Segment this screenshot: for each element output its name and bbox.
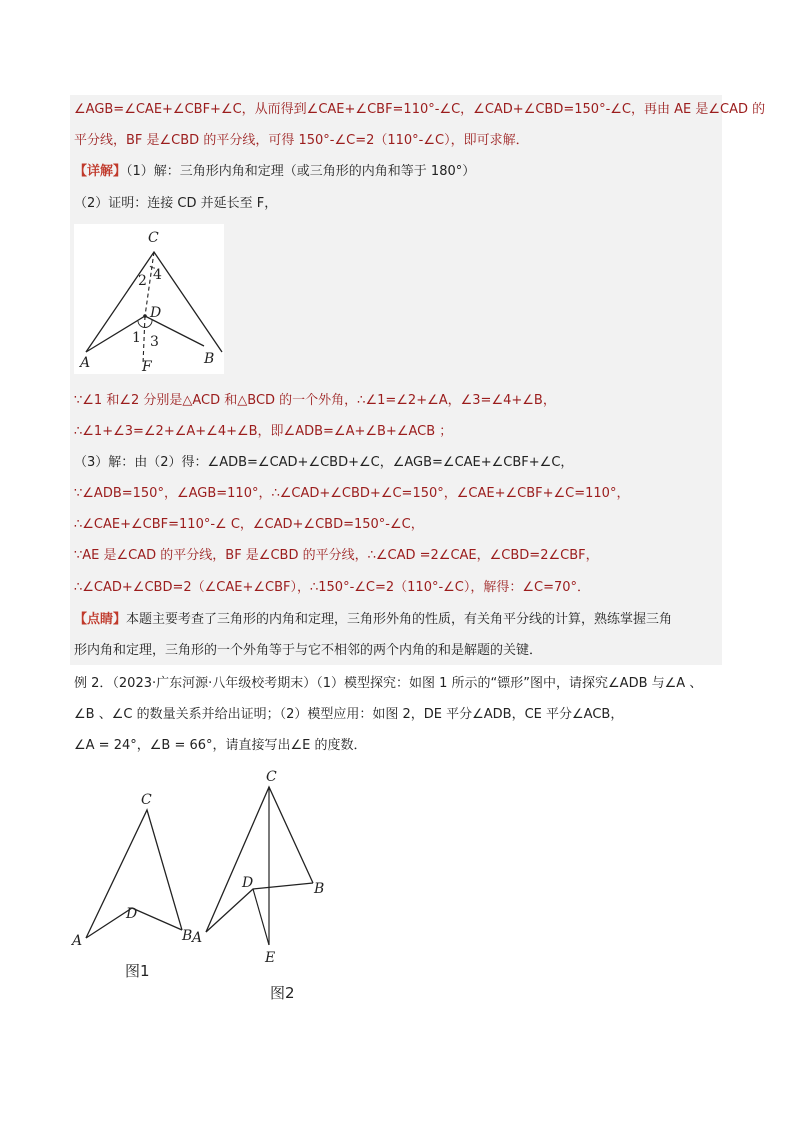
figure2-label-a: A <box>192 930 203 946</box>
angle-1-label: 1 <box>132 330 141 346</box>
figure2-label-b: B <box>314 881 325 897</box>
figure2-label-d: D <box>242 875 254 891</box>
detail-line-2: （2）证明：连接 CD 并延长至 F， <box>74 196 278 211</box>
comment-line-1 <box>74 610 672 630</box>
label-a: A <box>80 355 91 371</box>
detail-text-1: （1）解：三角形内角和定理（或三角形的内角和等于 180°） <box>126 164 476 179</box>
angle-3-label: 3 <box>150 334 159 350</box>
angle-4-label: 4 <box>153 267 162 283</box>
figure1-label-b: B <box>182 928 193 944</box>
proof-line-2: ∴∠1+∠3=∠2+∠A+∠4+∠B，即∠ADB=∠A+∠B+∠ACB ； <box>74 424 453 439</box>
figure2-label-c: C <box>266 769 277 785</box>
figure-2 <box>190 765 340 980</box>
inner-edges <box>86 316 204 352</box>
figure1-label-d: D <box>126 906 138 922</box>
angle-2-label: 2 <box>138 273 147 289</box>
figure-1 <box>60 780 210 960</box>
solution-line-2: 平分线，BF 是∠CBD 的平分线，可得 150°-∠C=2（110°-∠C），即可求解． <box>74 133 529 148</box>
comment-text-1: 本题主要考查了三角形的内角和定理，三角形外角的性质，有关角平分线的计算，熟练掌握三角 <box>126 612 673 627</box>
figure2-label-e: E <box>265 950 276 966</box>
detail-tag: 【详解】 <box>74 164 127 179</box>
figure1-caption: 图1 <box>125 962 150 980</box>
proof-line-1: ∵∠1 和∠2 分别是△ACD 和△BCD 的一个外角，∴∠1=∠2+∠A，∠3=∠4+∠B， <box>74 393 556 408</box>
label-d: D <box>150 305 162 321</box>
proof-figure <box>74 224 224 374</box>
figure2-caption: 图2 <box>270 984 295 1002</box>
part3-line-4: ∵AE 是∠CAD 的平分线，BF 是∠CBD 的平分线，∴∠CAD =2∠CAE，∠CBD=2∠CBF， <box>74 548 599 563</box>
part3-line-3: ∴∠CAE+∠CBF=110°-∠ C，∠CAD+∠CBD=150°-∠C， <box>74 517 424 532</box>
figure2-inner-edges <box>206 883 313 932</box>
comment-line-2: 形内角和定理，三角形的一个外角等于与它不相邻的两个内角的和是解题的关键． <box>74 643 543 658</box>
part3-line-2: ∵∠ADB=150°，∠AGB=110°，∴∠CAD+∠CBD+∠C=150°，∠CAE+∠CBF+∠C=110°， <box>74 486 630 501</box>
figure1-label-c: C <box>141 792 152 808</box>
part3-line-1: （3）解：由（2）得：∠ADB=∠CAD+∠CBD+∠C，∠AGB=∠CAE+∠CBF+∠C， <box>74 455 574 470</box>
comment-tag: 【点睛】 <box>74 612 127 627</box>
label-f: F <box>142 359 152 374</box>
point-d <box>143 314 147 318</box>
example-line-2: ∠B 、∠C 的数量关系并给出证明；（2）模型应用：如图 2，DE 平分∠ADB，CE 平分∠ACB， <box>74 707 624 722</box>
df-dashed-line <box>143 316 145 364</box>
example-line-1: 例 2．（2023·广东河源·八年级校考期末）（1）模型探究：如图 1 所示的“镖形”图中，请探究∠ADB 与∠A 、 <box>74 676 703 691</box>
label-b: B <box>204 351 215 367</box>
figure1-label-a: A <box>72 933 83 949</box>
example-line-3: ∠A = 24°，∠B = 66°，请直接写出∠E 的度数． <box>74 738 367 753</box>
figure2-de-line <box>253 889 269 945</box>
label-c: C <box>148 230 159 246</box>
solution-line-1: ∠AGB=∠CAE+∠CBF+∠C，从而得到∠CAE+∠CBF=110°-∠C，∠CAD+∠CBD=150°-∠C，再由 AE 是∠CAD 的 <box>74 102 766 117</box>
part3-line-5: ∴∠CAD+∠CBD=2（∠CAE+∠CBF），∴150°-∠C=2（110°-∠C），解得：∠C=70°． <box>74 580 591 595</box>
detail-line-1 <box>74 162 475 182</box>
